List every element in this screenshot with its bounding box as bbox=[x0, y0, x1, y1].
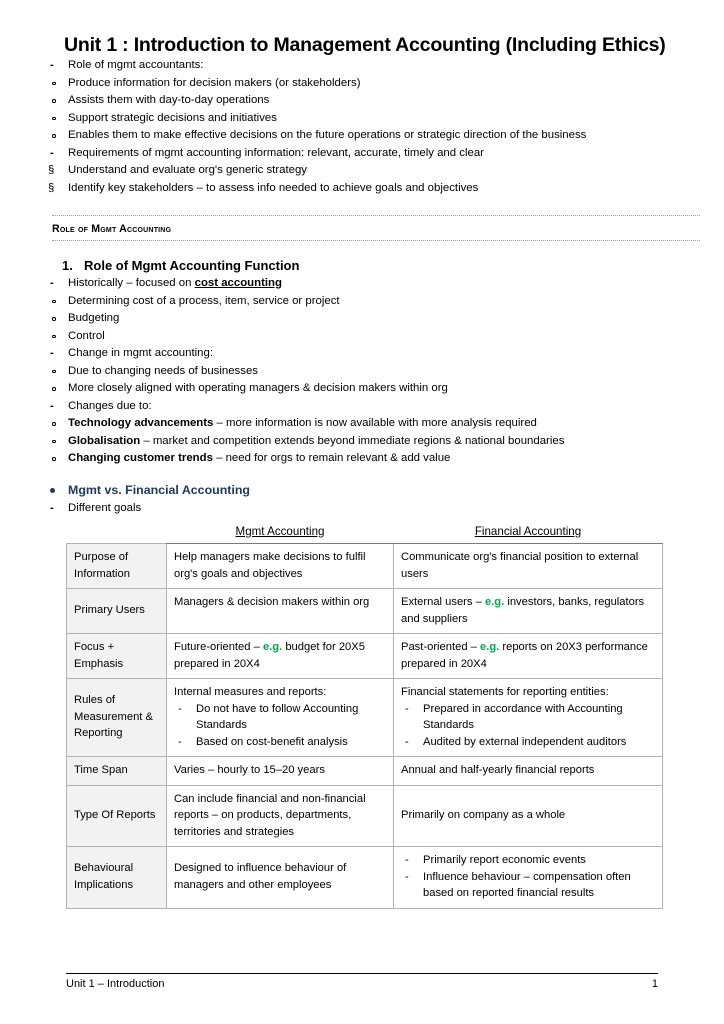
changes-due-list bbox=[40, 398, 684, 416]
page-title: Unit 1 : Introduction to Management Accounting (Including Ethics) bbox=[64, 34, 666, 56]
intro-list-2 bbox=[40, 145, 684, 163]
table-row bbox=[67, 679, 663, 757]
list-item: Determining cost of a process, item, service or project bbox=[40, 293, 684, 311]
heading-number: 1. bbox=[62, 258, 73, 273]
cost-accounting-term: cost accounting bbox=[194, 277, 282, 289]
change-sublist bbox=[40, 363, 684, 398]
cell-mgmt: Managers & decision makers within org bbox=[167, 589, 394, 634]
list-item: § Identify key stakeholders – to assess info needed to achieve goals and objectives bbox=[40, 180, 684, 198]
list-item bbox=[40, 450, 684, 468]
term-bold: Globalisation bbox=[68, 434, 141, 447]
cell-bullet-list bbox=[401, 701, 655, 751]
comparison-table bbox=[66, 522, 663, 909]
eg-marker: e.g. bbox=[484, 596, 505, 608]
list-item: Support strategic decisions and initiatives bbox=[40, 110, 684, 128]
intro-sublist-2 bbox=[40, 162, 684, 197]
term-rest: – market and competition extends beyond immediate regions & national boundaries bbox=[140, 434, 565, 447]
historically-list bbox=[40, 275, 684, 293]
list-item: - Role of mgmt accountants: bbox=[40, 57, 684, 75]
section-heading-label: Role of Mgmt Accounting bbox=[52, 223, 172, 235]
row-label: Type Of Reports bbox=[67, 785, 167, 847]
cell-mgmt: Designed to influence behaviour of managers and other employees bbox=[167, 847, 394, 909]
row-label: Focus + Emphasis bbox=[67, 634, 167, 679]
list-item bbox=[40, 275, 684, 293]
table-row bbox=[67, 589, 663, 634]
cell-mgmt bbox=[167, 679, 394, 757]
heading-rest-part: of Mgmt Accounting Function bbox=[112, 258, 300, 273]
section-divider-heading bbox=[52, 215, 700, 241]
cell-mgmt: Help managers make decisions to fulfil org's goals and objectives bbox=[167, 544, 394, 589]
cell-intro: Internal measures and reports: bbox=[174, 686, 327, 698]
term-bold: Technology advancements bbox=[68, 417, 214, 429]
cell-bullet-list bbox=[174, 701, 386, 751]
cell-mgmt: Can include financial and non-financial reports – on products, departments, territories and strategies bbox=[167, 785, 394, 847]
table-row bbox=[67, 785, 663, 847]
comparison-heading-list bbox=[40, 482, 684, 501]
list-item: - Primarily report economic events bbox=[401, 852, 655, 869]
change-list bbox=[40, 345, 684, 363]
cell-financial bbox=[394, 679, 663, 757]
table-row bbox=[67, 757, 663, 786]
term-bold: Changing customer trends bbox=[68, 452, 213, 464]
term-rest: – need for orgs to remain relevant & add value bbox=[212, 452, 451, 464]
cell-financial: Communicate org's financial position to external users bbox=[394, 544, 663, 589]
cell-mgmt: Future-oriented – e.g. budget for 20X5 prepared in 20X4 bbox=[167, 634, 394, 679]
comparison-sub-list bbox=[40, 500, 684, 518]
table-header-row bbox=[67, 522, 663, 544]
list-item: Assists them with day-to-day operations bbox=[40, 92, 684, 110]
cell-financial: Primarily on company as a whole bbox=[394, 785, 663, 847]
heading-bold-part: Role bbox=[84, 258, 113, 273]
list-item: More closely aligned with operating managers & decision makers within org bbox=[40, 380, 684, 398]
list-item: § Understand and evaluate org's generic strategy bbox=[40, 162, 684, 180]
table-row bbox=[67, 544, 663, 589]
comparison-heading: Mgmt vs. Financial Accounting bbox=[68, 482, 250, 497]
historically-prefix: Historically – focused on bbox=[68, 277, 195, 289]
table-header-blank bbox=[67, 522, 167, 544]
list-item: Produce information for decision makers (or stakeholders) bbox=[40, 75, 684, 93]
list-item: Due to changing needs of businesses bbox=[40, 363, 684, 381]
list-item: Enables them to make effective decisions on the future operations or strategic direction of the business bbox=[40, 127, 684, 145]
table-row bbox=[67, 847, 663, 909]
changes-due-sublist bbox=[40, 415, 684, 468]
list-item: - Prepared in accordance with Accounting Standards bbox=[401, 701, 655, 734]
row-label: Purpose of Information bbox=[67, 544, 167, 589]
cell-financial: Annual and half-yearly financial reports bbox=[394, 757, 663, 786]
footer-left-text: Unit 1 – Introduction bbox=[66, 978, 165, 990]
list-item: - Different goals bbox=[40, 500, 684, 518]
cell-financial: Past-oriented – e.g. reports on 20X3 performance prepared in 20X4 bbox=[394, 634, 663, 679]
eg-marker: e.g. bbox=[479, 641, 500, 653]
cell-bullet-list bbox=[401, 852, 655, 902]
list-item: - Changes due to: bbox=[40, 398, 684, 416]
row-label: Behavioural Implications bbox=[67, 847, 167, 909]
cell-financial: External users – e.g. investors, banks, regulators and suppliers bbox=[394, 589, 663, 634]
cell-intro: Financial statements for reporting entities: bbox=[401, 686, 609, 698]
table-header-mgmt: Mgmt Accounting bbox=[167, 522, 394, 544]
list-item: - Influence behaviour – compensation often based on reported financial results bbox=[401, 869, 655, 902]
historically-sublist bbox=[40, 293, 684, 346]
list-item bbox=[40, 482, 684, 501]
list-item bbox=[40, 433, 684, 451]
cell-mgmt: Varies – hourly to 15–20 years bbox=[167, 757, 394, 786]
page-footer bbox=[66, 973, 658, 990]
footer-page-number: 1 bbox=[651, 978, 658, 990]
list-item: - Do not have to follow Accounting Standards bbox=[174, 701, 386, 734]
cell-financial bbox=[394, 847, 663, 909]
intro-sublist-1 bbox=[40, 75, 684, 145]
numbered-heading bbox=[62, 258, 684, 273]
list-item: Control bbox=[40, 328, 684, 346]
table-row bbox=[67, 634, 663, 679]
list-item: - Requirements of mgmt accounting information: relevant, accurate, timely and clear bbox=[40, 145, 684, 163]
term-rest: – more information is now available with more analysis required bbox=[213, 417, 537, 429]
list-item: - Based on cost-benefit analysis bbox=[174, 734, 386, 751]
list-item: - Audited by external independent auditors bbox=[401, 734, 655, 751]
list-item: - Change in mgmt accounting: bbox=[40, 345, 684, 363]
table-header-financial: Financial Accounting bbox=[394, 522, 663, 544]
intro-list bbox=[40, 57, 684, 75]
eg-marker: e.g. bbox=[262, 641, 283, 653]
list-item: Budgeting bbox=[40, 310, 684, 328]
list-item bbox=[40, 415, 684, 433]
row-label: Time Span bbox=[67, 757, 167, 786]
row-label: Primary Users bbox=[67, 589, 167, 634]
row-label: Rules of Measurement & Reporting bbox=[67, 679, 167, 757]
